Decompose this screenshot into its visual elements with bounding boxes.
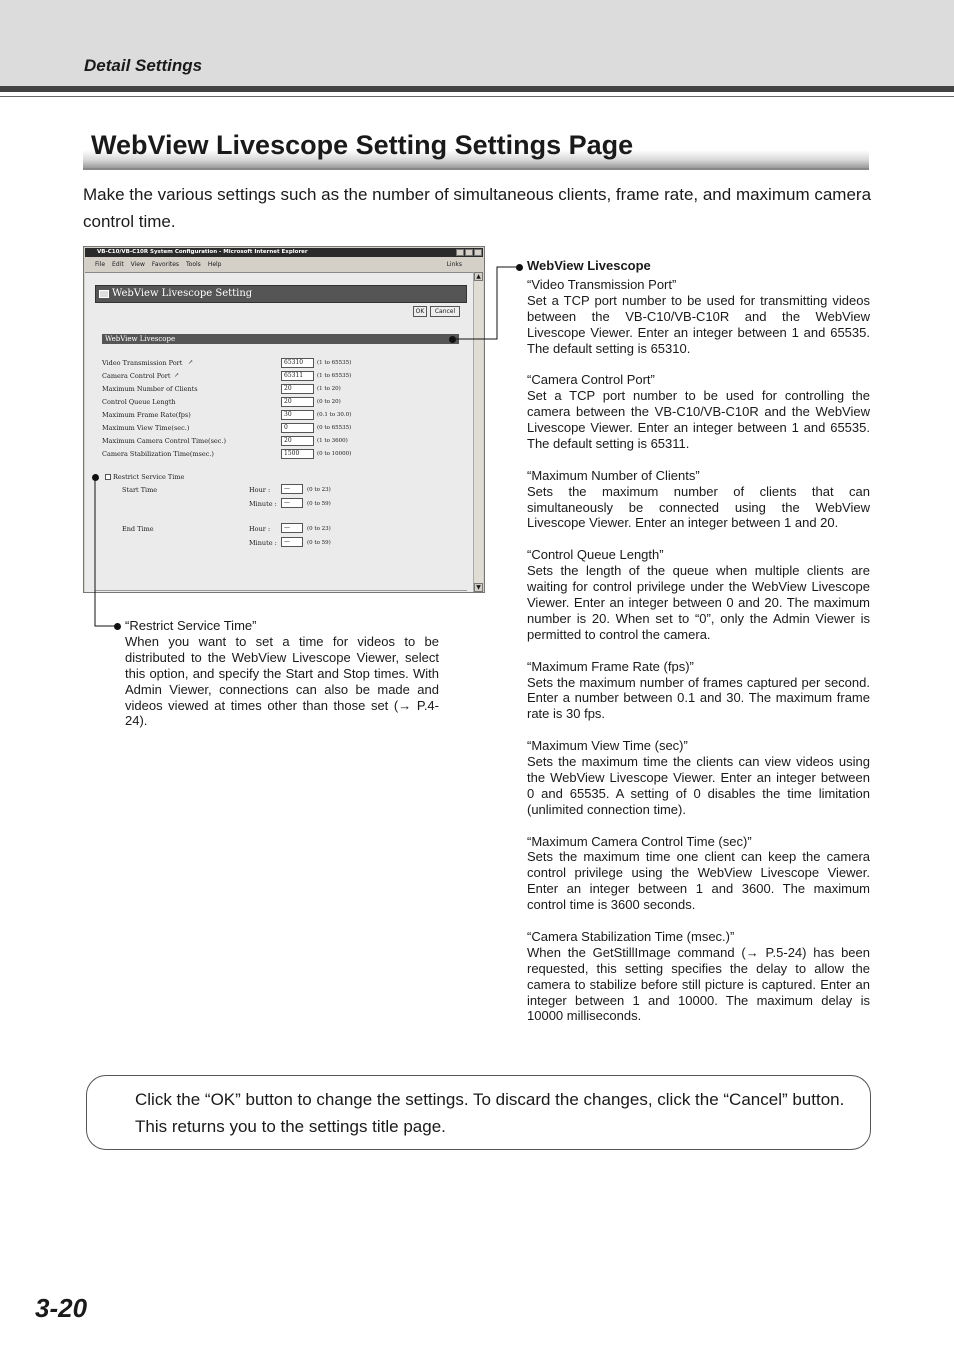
window-controls (456, 249, 482, 256)
menu-tools[interactable]: Tools (186, 261, 201, 268)
row-label: Maximum View Time(sec.) (102, 424, 190, 432)
camera-icon (99, 290, 109, 298)
desc-title: “Video Transmission Port” (527, 276, 677, 292)
callout-dot-icon (449, 336, 456, 343)
row-range: (1 to 3600) (317, 438, 348, 444)
settings-descriptions (527, 258, 870, 1040)
row-max-camera-control-time (102, 436, 462, 446)
desc-video-transmission-port (527, 277, 870, 357)
callout-dot-icon (516, 264, 523, 271)
row-range: (0.1 to 30.0) (317, 412, 352, 418)
video-transmission-port-input[interactable]: 65310 (281, 358, 314, 368)
desc-body: Sets the maximum time one client can keep the camera control privilege using the WebView Livescope Viewer. Enter an integer between 1 and 3600. The maximum control time is 3600 seconds. (527, 849, 870, 913)
row-max-view-time (102, 423, 462, 433)
settings-screenshot (83, 246, 485, 593)
menu-file[interactable]: File (95, 261, 106, 268)
menu-bar (85, 259, 483, 271)
row-max-frame-rate (102, 410, 462, 420)
desc-title: “Maximum Frame Rate (fps)” (527, 658, 694, 674)
callout-dot-icon (92, 474, 99, 481)
menu-favorites[interactable]: Favorites (151, 261, 180, 268)
scroll-up-icon[interactable]: ▲ (474, 272, 483, 281)
header-rule (0, 86, 954, 92)
desc-body: Sets the maximum time the clients can view videos using the WebView Livescope Viewer. Enter an integer between 0 and 65535. A setting of 0 disables the time limitation (unlimited connection time). (527, 754, 870, 817)
desc-body: Set a TCP port number to be used for controlling the camera between the VB-C10/VB-C10R and the WebView Livescope Viewer. Enter an integer between 1 and 65535. The default setting is 65311. (527, 388, 870, 451)
row-range: (1 to 65535) (317, 360, 352, 366)
row-max-clients (102, 384, 462, 394)
start-hour-input[interactable]: — (281, 484, 303, 494)
desc-title: “Control Queue Length” (527, 547, 664, 563)
max-clients-input[interactable]: 20 (281, 384, 314, 394)
menu-edit[interactable]: Edit (112, 261, 124, 268)
header-rule-thin (0, 96, 954, 97)
settings-heading (95, 285, 467, 303)
start-minute-range: (0 to 59) (307, 501, 331, 507)
row-camera-control-port (102, 371, 462, 381)
cancel-button[interactable]: Cancel (430, 306, 460, 317)
desc-title: “Maximum Number of Clients” (527, 467, 700, 483)
callout-dot-icon (114, 623, 121, 630)
desc-title: “Camera Stabilization Time (msec.)” (527, 928, 735, 944)
row-range: (0 to 10000) (317, 451, 352, 457)
row-label: Maximum Frame Rate(fps) (102, 411, 191, 419)
row-range: (1 to 20) (317, 386, 341, 392)
restrict-service-time-note (125, 618, 439, 729)
max-camera-control-time-input[interactable]: 20 (281, 436, 314, 446)
restrict-service-time-label: Restrict Service Time (113, 473, 185, 481)
page-title: WebView Livescope Setting Settings Page (91, 130, 634, 160)
row-range: (0 to 65535) (317, 425, 352, 431)
descriptions-heading: WebView Livescope (527, 258, 651, 273)
row-camera-stabilization-time (102, 449, 462, 459)
end-minute-label: Minute : (249, 539, 277, 547)
desc-body: Set a TCP port number to be used for transmitting videos between the VB-C10/VB-C10R and the WebView Livescope Viewer. Enter an integer between 1 and 65535. The default setting is 65310. (527, 292, 870, 356)
row-label: Camera Stabilization Time(msec.) (102, 450, 214, 458)
note-text: Click the “OK” button to change the settings. To discard the changes, click the “Cancel” button. This returns you to the settings title page. (135, 1090, 845, 1136)
scrollbar[interactable] (473, 272, 483, 592)
camera-stabilization-time-input[interactable]: 1500 (281, 449, 314, 459)
desc-body: Sets the length of the queue when multiple clients are waiting for control privilege under the WebView Livescope Viewer. Enter an integer between 0 and 20. The maximum number is 20. When set to “0”, only the Admin Viewer is permitted to control the camera. (527, 563, 870, 642)
start-time-label: Start Time (122, 486, 158, 494)
desc-title: “Maximum Camera Control Time (sec)” (527, 833, 752, 849)
desc-camera-control-port (527, 372, 870, 452)
section-bar-webview-livescope: WebView Livescope (102, 334, 459, 344)
browser-content (85, 272, 473, 592)
page-title-bar (83, 128, 869, 170)
row-label: Camera Control Port (102, 372, 171, 380)
desc-control-queue-length (527, 547, 870, 642)
scroll-down-icon[interactable]: ▼ (474, 583, 483, 592)
minimize-icon (456, 249, 464, 256)
start-hour-label: Hour : (249, 486, 271, 494)
row-label: Maximum Camera Control Time(sec.) (102, 437, 226, 445)
intro-paragraph: Make the various settings such as the number of simultaneous clients, frame rate, and maximum camera control time. (83, 185, 872, 231)
close-icon (474, 249, 482, 256)
window-title: VB-C10/VB-C10R System Configuration - Microsoft Internet Explorer (85, 248, 483, 257)
desc-camera-stabilization-time (527, 929, 870, 1024)
desc-max-view-time (527, 738, 870, 818)
desc-max-frame-rate (527, 659, 870, 723)
start-minute-input[interactable]: — (281, 498, 303, 508)
max-view-time-input[interactable]: 0 (281, 423, 314, 433)
desc-title: “Camera Control Port” (527, 372, 655, 388)
restrict-service-time-option[interactable] (105, 473, 184, 481)
max-frame-rate-input[interactable]: 30 (281, 410, 314, 420)
end-minute-input[interactable]: — (281, 537, 303, 547)
start-minute-label: Minute : (249, 500, 277, 508)
note-title: “Restrict Service Time” (125, 618, 257, 633)
desc-title: “Maximum View Time (sec)” (527, 738, 688, 754)
row-label: Maximum Number of Clients (102, 385, 198, 393)
row-video-transmission-port (102, 358, 462, 368)
end-time-label: End Time (122, 525, 154, 533)
note-body: When you want to set a time for videos to be distributed to the WebView Livescope Viewer, select this option, and specify the Start and Stop times. With Admin Viewer, connections can also be made and videos viewed at times other than those set (→ P.4-24). (125, 633, 439, 729)
desc-body: Sets the maximum number of frames captured per second. Enter a number between 0.1 and 30. The maximum frame rate is 30 fps. (527, 674, 870, 722)
links-label[interactable]: Links (446, 261, 462, 268)
start-hour-range: (0 to 23) (307, 487, 331, 493)
camera-control-port-input[interactable]: 65311 (281, 371, 314, 381)
ok-button[interactable]: OK (413, 306, 427, 317)
row-range: (1 to 65535) (317, 373, 352, 379)
menu-view[interactable]: View (130, 261, 145, 268)
menu-help[interactable]: Help (207, 261, 222, 268)
section-title: Detail Settings (84, 56, 203, 75)
page-number: 3-20 (35, 1293, 88, 1323)
restrict-service-time-checkbox[interactable] (105, 474, 111, 480)
end-hour-label: Hour : (249, 525, 271, 533)
maximize-icon (465, 249, 473, 256)
end-hour-input[interactable]: — (281, 523, 303, 533)
control-queue-length-input[interactable]: 20 (281, 397, 314, 407)
desc-body: Sets the maximum number of clients that can simultaneously be connected using the WebView Livescope Viewer. Enter an integer between 1 and 20. (527, 483, 870, 531)
marker-icon: ↗ (174, 372, 180, 379)
settings-heading-text: WebView Livescope Setting (112, 288, 253, 299)
row-label: Video Transmission Port (102, 359, 183, 367)
desc-max-camera-control-time (527, 834, 870, 914)
content-divider (95, 590, 467, 591)
row-range: (0 to 20) (317, 399, 341, 405)
desc-body: When the GetStillImage command (→ P.5-24) has been requested, this setting specifies the delay to allow the camera to stabilize before still picture is captured. Enter an integer between 1 and 10000. The maximum delay is 10000 milliseconds. (527, 944, 870, 1024)
row-label: Control Queue Length (102, 398, 176, 406)
end-minute-range: (0 to 59) (307, 540, 331, 546)
row-control-queue-length (102, 397, 462, 407)
marker-icon: ↗ (188, 359, 194, 366)
desc-max-clients (527, 468, 870, 532)
end-hour-range: (0 to 23) (307, 526, 331, 532)
